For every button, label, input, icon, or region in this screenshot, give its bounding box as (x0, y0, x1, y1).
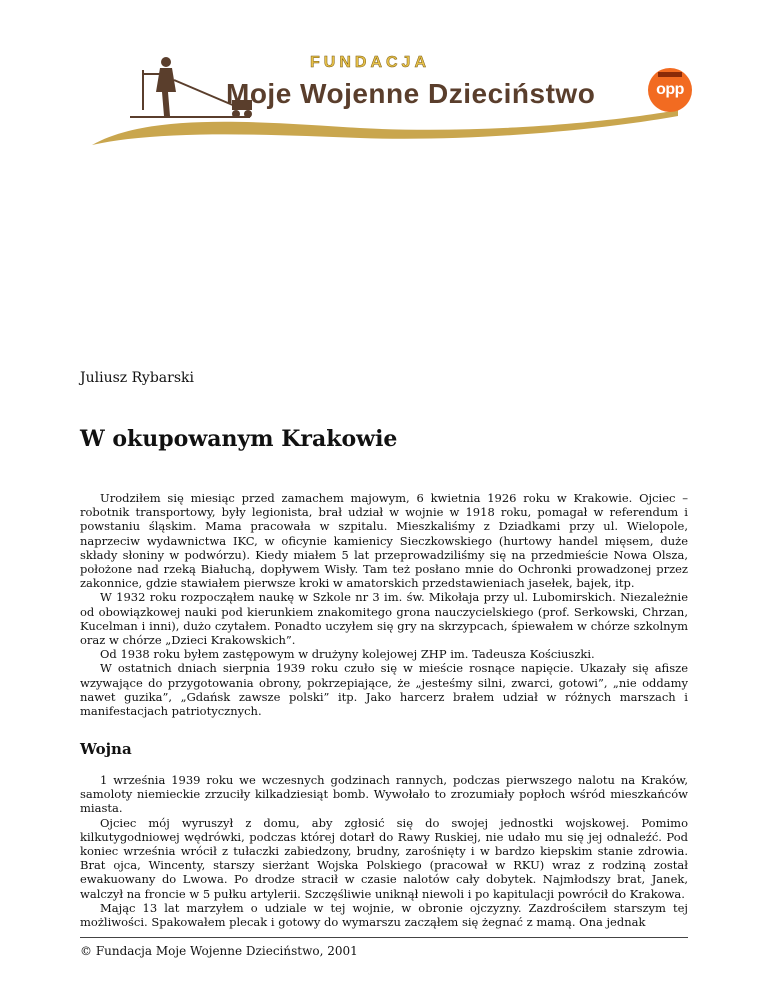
author-name: Juliusz Rybarski (80, 370, 194, 386)
article-title: W okupowanym Krakowie (80, 426, 398, 452)
opp-badge-cap (658, 72, 682, 77)
footer-divider (80, 937, 688, 938)
foundation-logo-graphic (0, 0, 768, 145)
paragraph: Urodziłem się miesiąc przed zamachem majowym, 6 kwietnia 1926 roku w Krakowie. Ojciec – robotnik transportowy, były legionista, brał udział w wojnie w 1918 roku, pomagał w referendum i powstaniu śląskim. Mama pracowała w szpitalu. Mieszkaliśmy z Dziadkami przy ul. Wielopole, naprzeciw wydawnictwa IKC, w oficynie kamienicy Sieczkowskiego (hurtowy handel mięsem, duże składy słoniny w podwórzu). Kiedy miałem 5 lat przeprowadziliśmy się na przedmieście Nowa Olsza, położone nad rzeką Białuchą, dopływem Wisły. Tam też posłano mnie do Ochronki prowadzonej przez zakonnice, gdzie stawiałem pierwsze kroki w amatorskich przedstawieniach jasełek, bajek, itp. (80, 491, 688, 591)
paragraph: W 1932 roku rozpocząłem naukę w Szkole nr 3 im. św. Mikołaja przy ul. Lubomirskich. Niezależnie od obowiązkowej nauki pod kierunkiem znakomitego grona nauczycielskiego (prof. Serkowski, Chrzan, Kucelman i inni), dużo czytałem. Ponadto uczyłem się gry na skrzypcach, śpiewałem w chórze szkolnym oraz w chórze „Dzieci Krakowskich”. (80, 590, 688, 648)
intro-section (80, 491, 688, 718)
page-header (0, 0, 768, 145)
section-heading: Wojna (80, 740, 132, 758)
paragraph: 1 września 1939 roku we wczesnych godzinach rannych, podczas pierwszego nalotu na Kraków, samoloty niemieckie zrzuciły kilkadziesiąt bomb. Wywołało to zrozumiały popłoch wśród mieszkańców miasta. (80, 773, 688, 816)
footer-copyright: © Fundacja Moje Wojenne Dzieciństwo, 2001 (80, 944, 358, 958)
golden-swoosh (92, 110, 678, 145)
org-name-top: FUNDACJA (310, 54, 430, 71)
org-name-main: Moje Wojenne Dzieciństwo (226, 78, 596, 109)
war-section (80, 773, 688, 929)
paragraph: W ostatnich dniach sierpnia 1939 roku czuło się w mieście rosnące napięcie. Ukazały się afisze wzywające do przygotowania obrony, pokrzepiające, że „jesteśmy silni, zwarci, gotowi”, „nie oddamy nawet guzika”, „Gdańsk zawsze polski” itp. Jako harcerz brałem udział w różnych marszach i manifestacjach patriotycznych. (80, 661, 688, 719)
paragraph: Ojciec mój wyruszył z domu, aby zgłosić się do swojej jednostki wojskowej. Pomimo kilkutygodniowej wędrówki, podczas której dotarł do Rawy Ruskiej, nie udało mu się jej odnaleźć. Pod koniec września wrócił z tułaczki zabiedzony, brudny, zarośnięty i w bardzo kiepskim stanie zdrowia. Brat ojca, Wincenty, starszy sierżant Wojska Polskiego (pracował w RKU) wraz z rodziną został ewakuowany do Lwowa. Po drodze stracił w czasie nalotów cały dobytek. Najmłodszy brat, Janek, walczył na froncie w 5 pułku artylerii. Szczęśliwie uniknął niewoli i po kapitulacji powrócił do Krakowa. (80, 815, 688, 901)
opp-badge-label: opp (656, 81, 684, 98)
paragraph: Od 1938 roku byłem zastępowym w drużyny kolejowej ZHP im. Tadeusza Kościuszki. (100, 647, 595, 662)
paragraph: Mając 13 lat marzyłem o udziale w tej wojnie, w obronie ojczyzny. Zazdrościłem starszym tej możliwości. Spakowałem plecak i gotowy do wymarszu zacząłem się żegnać z mamą. Ona jednak (80, 900, 688, 930)
